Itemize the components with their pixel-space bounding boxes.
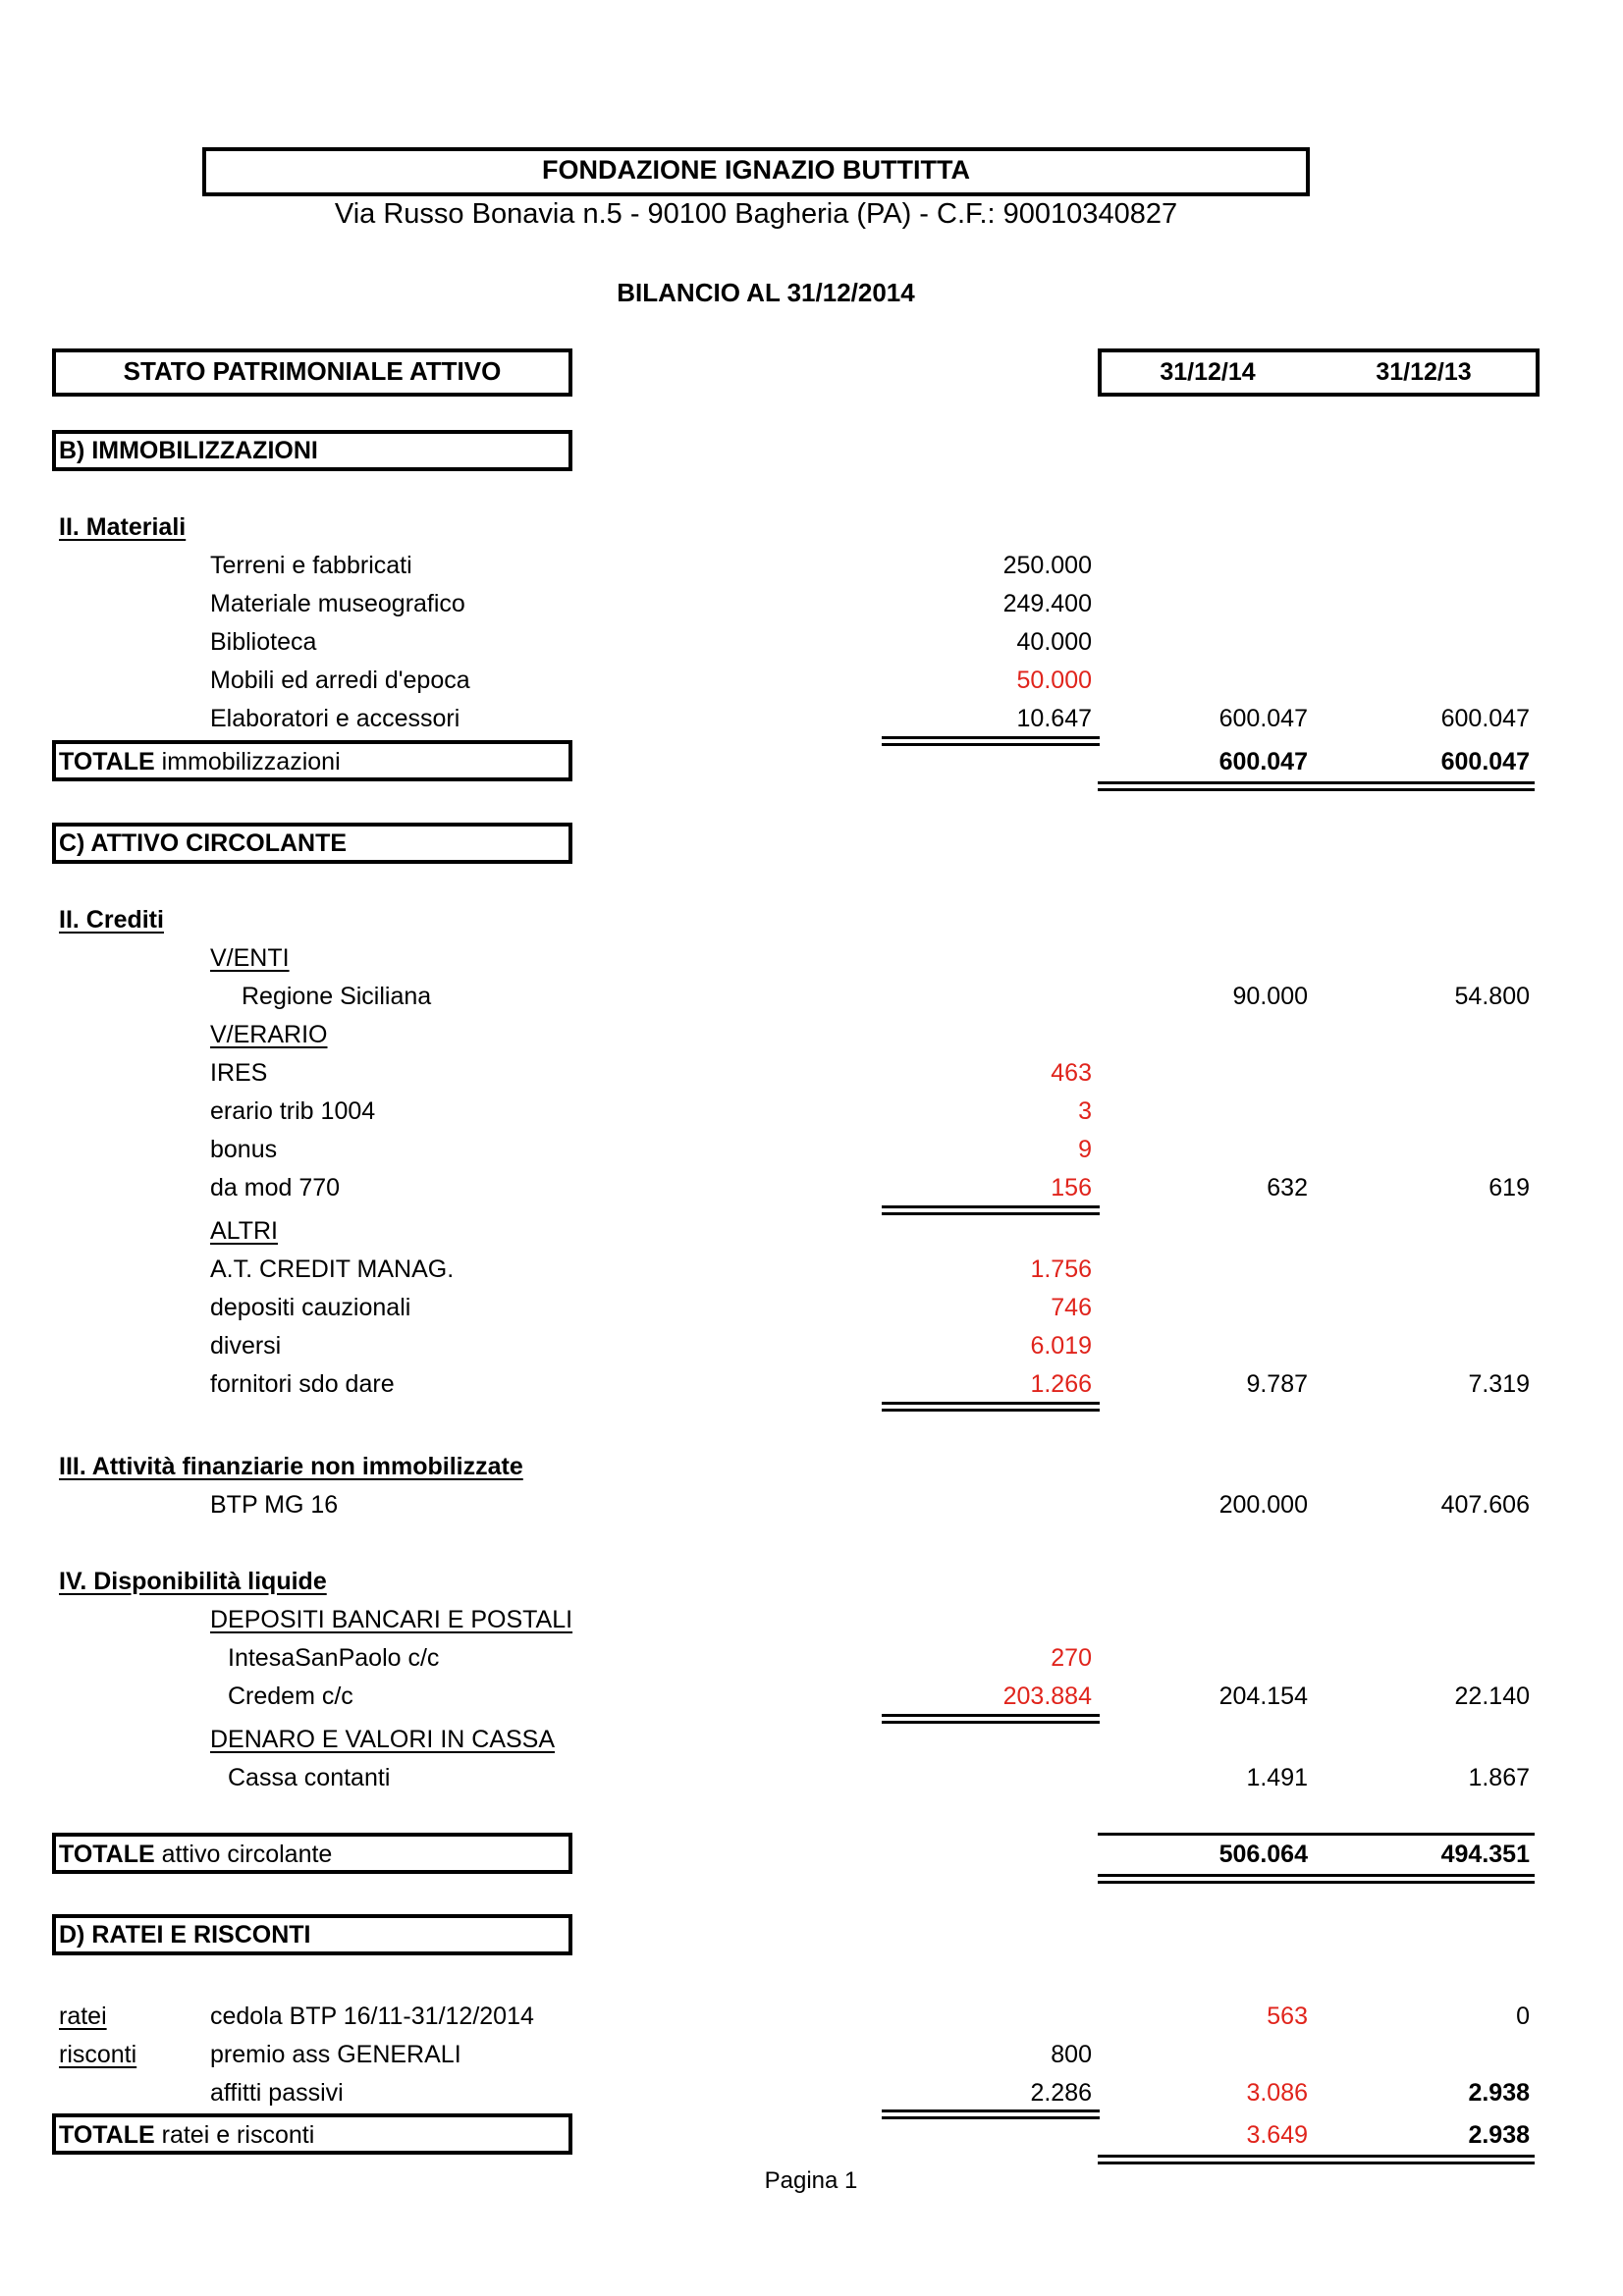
item-current: 563 — [1267, 2002, 1308, 2030]
double-rule — [1098, 2155, 1535, 2164]
erario-label: V/ERARIO — [210, 1021, 328, 1048]
item-label: bonus — [210, 1136, 278, 1163]
item-label: da mod 770 — [210, 1174, 341, 1201]
item-label: Mobili ed arredi d'epoca — [210, 667, 470, 694]
materiali-subheading: II. Materiali — [59, 513, 187, 541]
item-previous: 7.319 — [1468, 1370, 1530, 1398]
altri-label: ALTRI — [210, 1217, 278, 1245]
liquide-subheading: IV. Disponibilità liquide — [59, 1568, 327, 1595]
item-previous: 54.800 — [1454, 983, 1530, 1010]
row-tag: ratei — [59, 2002, 107, 2030]
item-label: A.T. CREDIT MANAG. — [210, 1255, 455, 1283]
item-current: 204.154 — [1218, 1682, 1308, 1710]
total-immobilizzazioni-previous: 600.047 — [1440, 748, 1530, 775]
double-rule — [1098, 781, 1535, 791]
item-label: erario trib 1004 — [210, 1097, 376, 1125]
item-label: premio ass GENERALI — [210, 2041, 461, 2068]
item-label: diversi — [210, 1332, 282, 1360]
address: Via Russo Bonavia n.5 - 90100 Bagheria (PA) - C.F.: 90010340827 — [334, 198, 1178, 230]
double-rule — [882, 1402, 1100, 1412]
double-rule — [882, 2109, 1100, 2119]
item-label: Elaboratori e accessori — [210, 705, 460, 732]
item-previous: 407.606 — [1440, 1491, 1530, 1519]
item-previous: 600.047 — [1440, 705, 1530, 732]
item-detail: 1.266 — [1030, 1370, 1092, 1398]
item-detail: 1.756 — [1030, 1255, 1092, 1283]
double-rule — [882, 1205, 1100, 1215]
double-rule — [882, 736, 1100, 746]
item-detail: 249.400 — [1002, 590, 1092, 617]
item-detail: 10.647 — [1016, 705, 1092, 732]
total-immobilizzazioni-current: 600.047 — [1218, 748, 1308, 775]
item-detail: 203.884 — [1002, 1682, 1092, 1710]
double-rule — [882, 1714, 1100, 1724]
item-previous: 619 — [1488, 1174, 1530, 1201]
item-label: IRES — [210, 1059, 268, 1087]
item-label: Biblioteca — [210, 628, 317, 656]
crediti-subheading: II. Crediti — [59, 906, 164, 934]
total-circolante-previous: 494.351 — [1440, 1841, 1530, 1868]
doc-title: BILANCIO AL 31/12/2014 — [617, 278, 915, 307]
item-label: fornitori sdo dare — [210, 1370, 395, 1398]
item-current: 600.047 — [1218, 705, 1308, 732]
item-detail: 463 — [1051, 1059, 1092, 1087]
depositi-label: DEPOSITI BANCARI E POSTALI — [210, 1606, 573, 1633]
item-current: 200.000 — [1218, 1491, 1308, 1519]
item-detail: 250.000 — [1002, 552, 1092, 579]
item-detail: 50.000 — [1016, 667, 1092, 694]
item-current: 90.000 — [1232, 983, 1308, 1010]
total-ratei-label: TOTALE ratei e risconti — [59, 2121, 315, 2149]
section-title: STATO PATRIMONIALE ATTIVO — [123, 356, 502, 386]
org-name: FONDAZIONE IGNAZIO BUTTITTA — [542, 155, 970, 185]
item-current: 3.086 — [1246, 2079, 1308, 2107]
item-current: 632 — [1267, 1174, 1308, 1201]
ratei-heading: D) RATEI E RISCONTI — [59, 1921, 311, 1949]
item-label: Materiale museografico — [210, 590, 465, 617]
immobilizzazioni-heading: B) IMMOBILIZZAZIONI — [59, 437, 318, 464]
total-ratei-current: 3.649 — [1246, 2121, 1308, 2149]
item-previous: 0 — [1516, 2002, 1530, 2030]
enti-label: V/ENTI — [210, 944, 290, 972]
item-label: affitti passivi — [210, 2079, 344, 2107]
item-detail: 9 — [1078, 1136, 1092, 1163]
item-previous: 2.938 — [1468, 2079, 1530, 2107]
item-detail: 2.286 — [1030, 2079, 1092, 2107]
column-previous: 31/12/13 — [1376, 358, 1472, 386]
item-previous: 1.867 — [1468, 1764, 1530, 1791]
item-detail: 3 — [1078, 1097, 1092, 1125]
row-tag: risconti — [59, 2041, 137, 2068]
item-previous: 22.140 — [1454, 1682, 1530, 1710]
item-label: Cassa contanti — [228, 1764, 391, 1791]
total-circolante-label: TOTALE attivo circolante — [59, 1841, 333, 1868]
item-detail: 40.000 — [1016, 628, 1092, 656]
page-number: Pagina 1 — [764, 2167, 858, 2194]
item-current: 9.787 — [1246, 1370, 1308, 1398]
circolante-heading: C) ATTIVO CIRCOLANTE — [59, 829, 348, 857]
item-label: depositi cauzionali — [210, 1294, 411, 1321]
total-circolante-current: 506.064 — [1218, 1841, 1308, 1868]
item-label: Credem c/c — [228, 1682, 353, 1710]
finanziarie-subheading: III. Attività finanziarie non immobilizzate — [59, 1453, 523, 1480]
item-detail: 800 — [1051, 2041, 1092, 2068]
double-rule — [1098, 1874, 1535, 1884]
column-current: 31/12/14 — [1160, 358, 1256, 386]
item-label: BTP MG 16 — [210, 1491, 339, 1519]
item-detail: 746 — [1051, 1294, 1092, 1321]
item-label: cedola BTP 16/11-31/12/2014 — [210, 2002, 534, 2030]
single-rule — [1098, 1833, 1535, 1836]
total-ratei-previous: 2.938 — [1468, 2121, 1530, 2149]
item-label: Terreni e fabbricati — [210, 552, 412, 579]
cassa-label: DENARO E VALORI IN CASSA — [210, 1726, 556, 1753]
item-detail: 6.019 — [1030, 1332, 1092, 1360]
item-detail: 270 — [1051, 1644, 1092, 1672]
item-current: 1.491 — [1246, 1764, 1308, 1791]
total-immobilizzazioni-label: TOTALE immobilizzazioni — [59, 748, 341, 775]
item-label: IntesaSanPaolo c/c — [228, 1644, 440, 1672]
item-label: Regione Siciliana — [242, 983, 432, 1010]
item-detail: 156 — [1051, 1174, 1092, 1201]
